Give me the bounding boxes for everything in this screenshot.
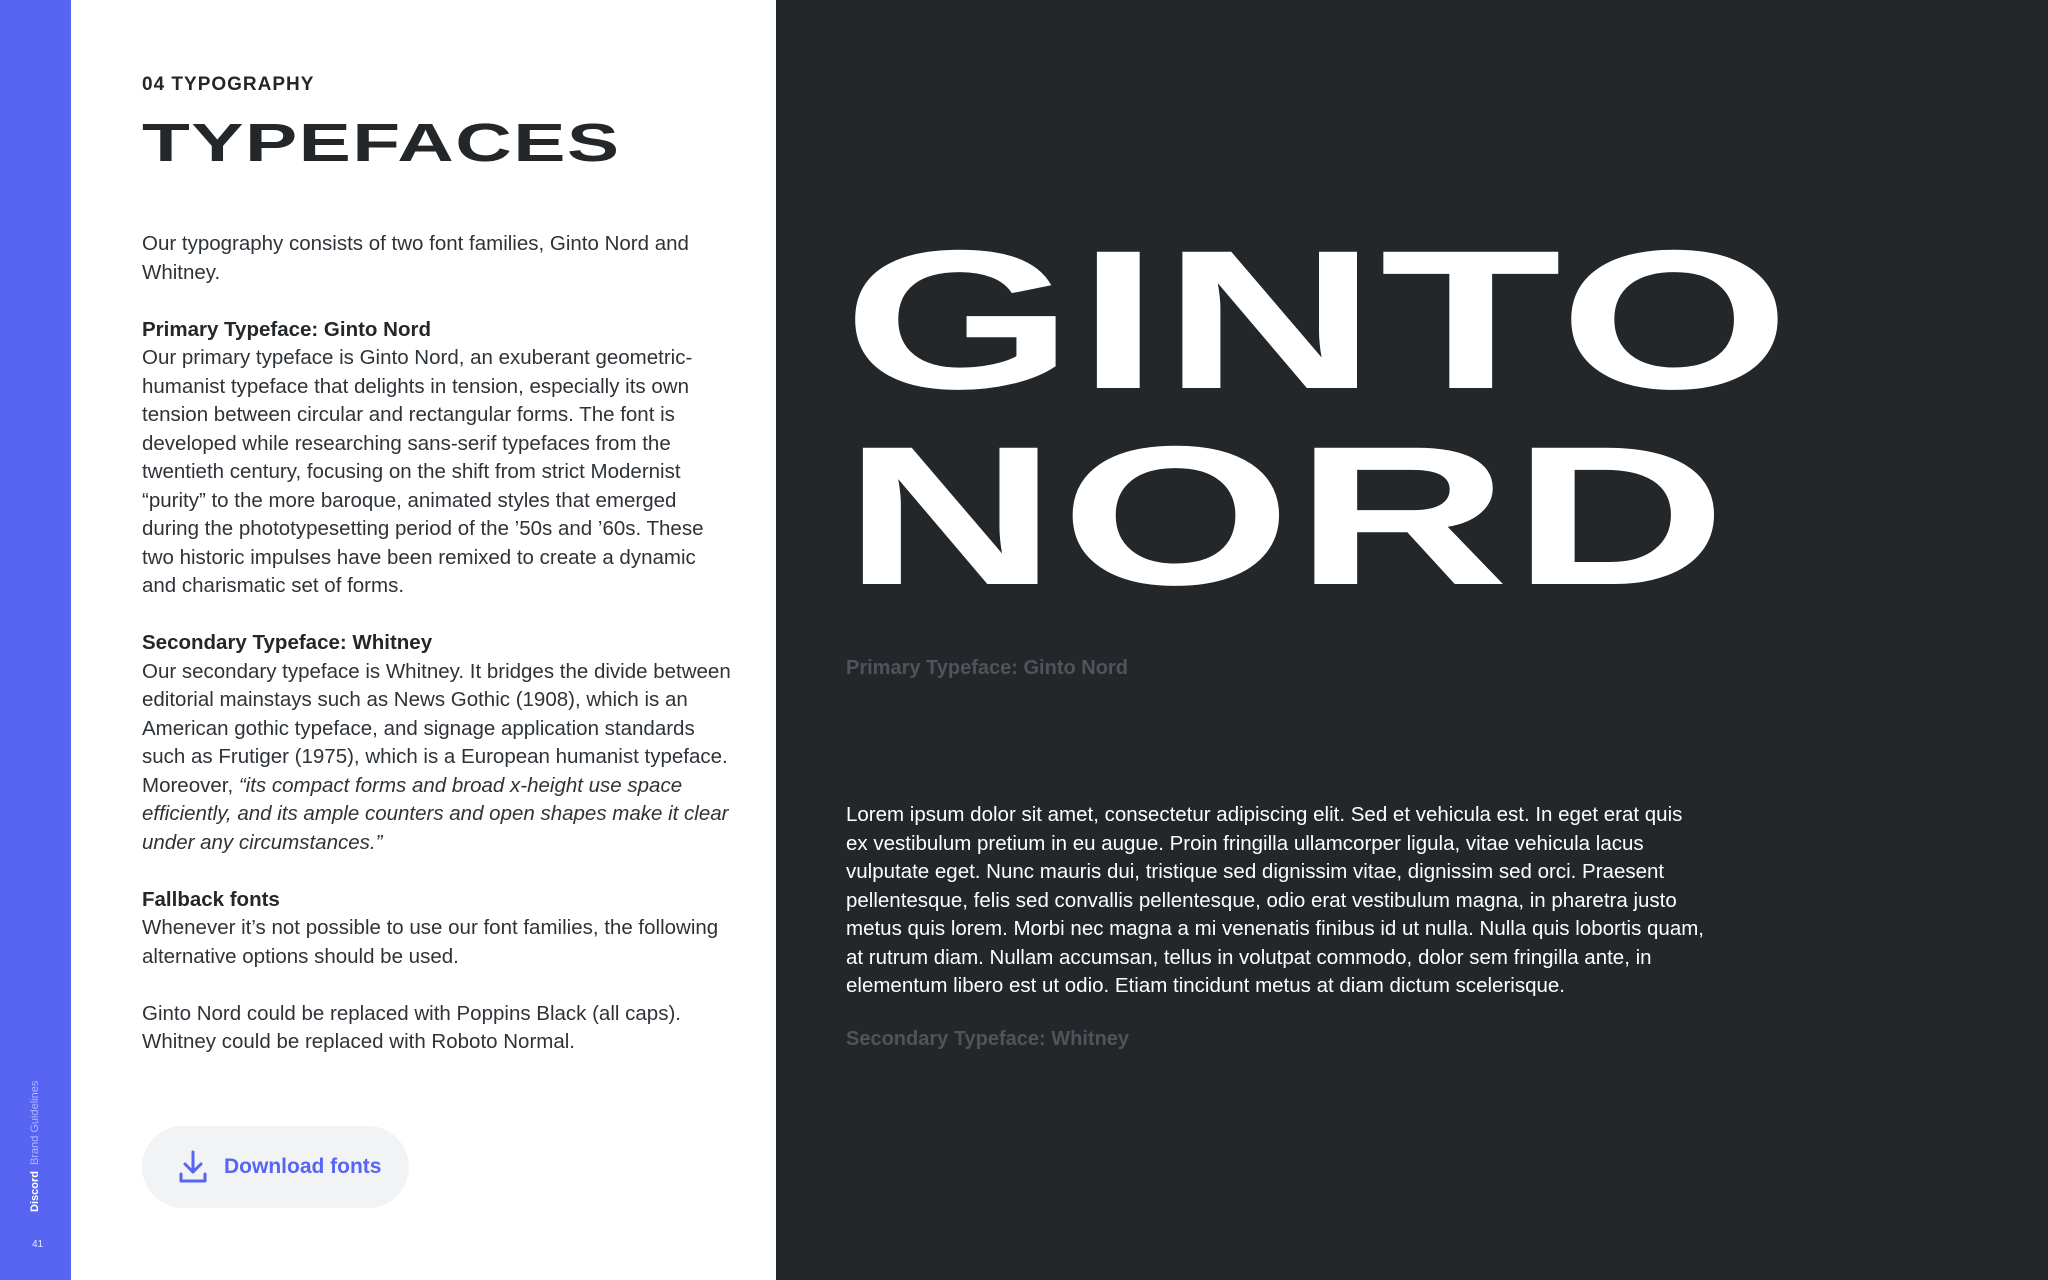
sidebar-label <box>29 1081 41 1212</box>
fallback-option-ginto: Ginto Nord could be replaced with Poppins Black (all caps). <box>142 1001 681 1025</box>
download-fonts-button[interactable] <box>142 1126 409 1208</box>
primary-typeface-text: Our primary typeface is Ginto Nord, an exuberant geometric-humanist typeface that delights in tension, especially its own tension between circular and rectangular forms. The font is developed while researching sans-serif typefaces from the twentieth century, focusing on the shift from strict Modernist “purity” to the more baroque, animated styles that emerged during the phototypesetting period of the ’50s and ’60s. These two historic impulses have been remixed to create a dynamic and charismatic set of forms. <box>142 346 704 597</box>
specimen-line-2: NORD <box>843 405 1730 626</box>
whitney-sample-text: Lorem ipsum dolor sit amet, consectetur adipiscing elit. Sed et vehicula est. In eget erat quis ex vestibulum pretium in eu augue. Proin fringilla ullamcorper ligula, vitae vehicula lacus vulputate eget. Nunc mauris dui, tristique sed dignissim vitae, dignissim sed orci. Praesent pellentesque, felis sed convallis pellentesque, odio erat vestibulum magna, in pharetra justo metus quis lorem. Morbi nec magna a mi venenatis finibus id ut nulla. Nulla quis lobortis quam, at rutrum diam. Nullam accumsan, tellus in volutpat commodo, dolor sem fringilla ante, in elementum libero est ut odio. Etiam tincidunt metus at diam dictum scelerisque. <box>846 803 1704 997</box>
body-copy <box>142 230 732 1057</box>
fallback-section <box>142 886 732 972</box>
sidebar-strip <box>0 0 71 1280</box>
fallback-text: Whenever it’s not possible to use our font families, the following alternative options should be used. <box>142 916 719 968</box>
secondary-typeface-text <box>142 658 732 858</box>
primary-typeface-caption: Primary Typeface: Ginto Nord <box>846 657 1128 679</box>
section-label: 04 TYPOGRAPHY <box>142 74 315 95</box>
fallback-option-whitney: Whitney could be replaced with Roboto Normal. <box>142 1030 575 1053</box>
intro-paragraph: Our typography consists of two font families, Ginto Nord and Whitney. <box>142 232 689 284</box>
download-fonts-label: Download fonts <box>224 1155 382 1178</box>
page-number: 41 <box>32 1239 44 1250</box>
download-icon <box>178 1150 208 1184</box>
primary-typeface-heading: Primary Typeface: Ginto Nord <box>142 317 431 341</box>
showcase-panel <box>776 0 2048 1280</box>
page-title: TYPEFACES <box>142 113 621 173</box>
ginto-nord-specimen <box>843 209 1794 626</box>
primary-typeface-section <box>142 316 732 601</box>
secondary-typeface-heading: Secondary Typeface: Whitney <box>142 631 433 654</box>
secondary-typeface-section <box>142 629 732 857</box>
secondary-typeface-body: Our secondary typeface is Whitney. It bridges the divide between editorial mainstays such as News Gothic (1908), which is an American gothic typeface, and signage application standards such as Frutiger (1975), which is a European humanist typeface. Moreover, <box>142 659 731 797</box>
sidebar-brand: Discord <box>29 1171 41 1212</box>
specimen-line-1: GINTO <box>843 209 1794 430</box>
left-panel <box>71 0 776 1280</box>
fallback-heading: Fallback fonts <box>142 887 280 911</box>
secondary-typeface-quote: “its compact forms and broad x-height use space efficiently, and its ample counters and open shapes make it clear under any circumstances.” <box>142 773 729 854</box>
sidebar-guide: Brand Guidelines <box>29 1080 41 1166</box>
secondary-typeface-caption: Secondary Typeface: Whitney <box>846 1028 1130 1050</box>
fallback-options <box>142 1000 732 1057</box>
